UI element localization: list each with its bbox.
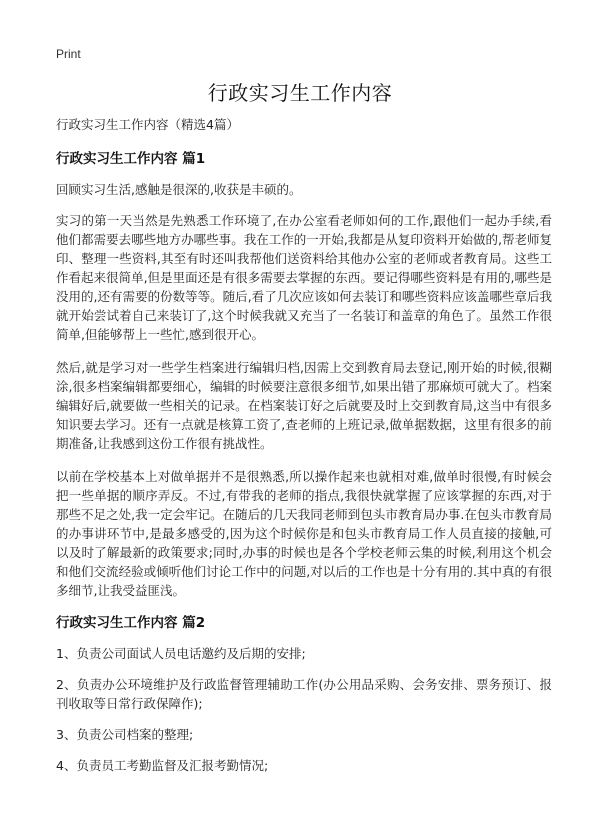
section-1-paragraph-4: 以前在学校基本上对做单据并不是很熟悉,所以操作起来也就相对难,做单时很慢,有时候会把一些单据的顺序弄反。不过,有带我的老师的指点,我很快就掌握了应该掌握的东西,对于那些不足之处,我一定会牢记。在随后的几天我同老师到包头市教育局办事.在包头市教育局的办事讲环节中,是最多感受的,因为这个时候你是和包头市教育局工作人员直接的接触,可以及时了解最新的政策要求;同时,办事的时候也是各个学校老师云集的时候,利用这个机会和他们交流经验或倾听他们讨论工作中的问题,对以后的工作也是十分有用的.其中真的有很多细节,让我受益匪浅。 — [56, 469, 552, 598]
section-1-paragraph-1: 回顾实习生活,感触是很深的,收获是丰硕的。 — [56, 182, 302, 197]
section-1-paragraph-3: 然后,就是学习对一些学生档案进行编辑归档,因需上交到教育局去登记,刚开始的时候,很糊涂,很多档案编辑都要细心，编辑的时候要注意很多细节,如果出错了那麻烦可就大了。档案编辑好后,就要做一些相关的记录。在档案装订好之后就要及时上交到教育局,这当中有很多知识要去学习。还有一点就是核算工资了,查老师的上班记录,做单据数据，这里有很多的前期准备,让我感到这份工作很有挑战性。 — [56, 360, 552, 451]
document-body — [56, 116, 552, 787]
page-title: 行政实习生工作内容 — [207, 81, 393, 105]
section-heading-2: 行政实习生工作内容 篇2 — [56, 615, 206, 631]
print-link[interactable]: Print — [56, 47, 81, 61]
list-item: 3、负责公司档案的整理; — [56, 727, 194, 742]
document-subtitle: 行政实习生工作内容（精选4篇） — [56, 117, 239, 132]
section-heading-1: 行政实习生工作内容 篇1 — [56, 151, 206, 167]
list-item: 4、负责员工考勤监督及汇报考勤情况; — [56, 758, 269, 773]
section-1-paragraph-2: 实习的第一天当然是先熟悉工作环境了,在办公室看老师如何的工作,跟他们一起办手续,看他们都需要去哪些地方办哪些事。我在工作的一开始,我都是从复印资料开始做的,帮老师复印、整理一些资料,其至有时还叫我帮他们送资料给其他办公室的老师或者教育局。这些工作看起来很简单,但是里面还是有很多需要去掌握的东西。要记得哪些资料是有用的,哪些是没用的,还有需要的份数等等。随后,看了几次应该如何去装订和哪些资料应该盖哪些章后我就开始尝试着自己来装订了,这个时候我就又充当了一名装订和盖章的角色了。虽然工作很简单,但能够帮上一些忙,感到很开心。 — [56, 213, 552, 342]
list-item: 1、负责公司面试人员电话邀约及后期的安排; — [56, 646, 306, 661]
list-item: 2、负责办公环境维护及行政监督管理辅助工作(办公用品采购、会务安排、票务预订、报刊收取等日常行政保障作); — [56, 677, 552, 711]
